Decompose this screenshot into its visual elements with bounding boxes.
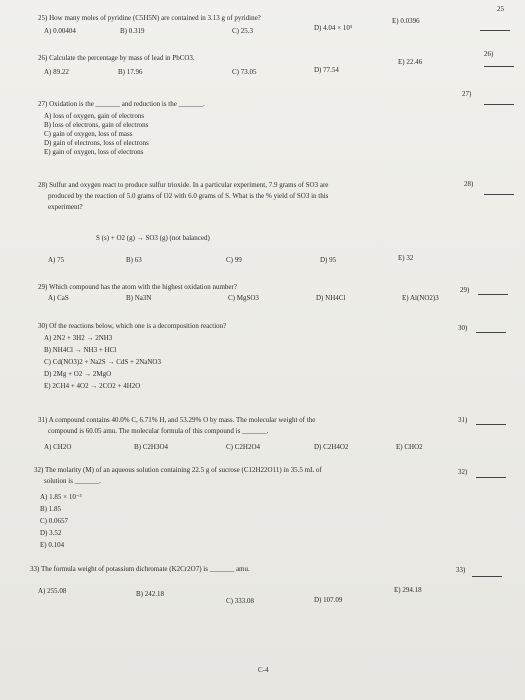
q25-answer-blank[interactable] [480, 30, 510, 31]
q27-number: 27) [462, 90, 472, 98]
question-27-text: 27) Oxidation is the _______ and reduction is the _______. [38, 100, 205, 108]
q32-option-e[interactable]: E) 0.104 [40, 541, 65, 549]
q33-number: 33) [456, 566, 466, 574]
q31-number: 31) [458, 416, 468, 424]
q27-option-c[interactable]: C) gain of oxygen, loss of mass [44, 130, 133, 138]
q32-number: 32) [458, 468, 468, 476]
q25-option-e[interactable]: E) 0.0396 [392, 17, 420, 25]
q31-option-d[interactable]: D) C2H4O2 [314, 443, 349, 451]
q27-option-b[interactable]: B) loss of electrons, gain of electrons [44, 121, 149, 129]
question-28-line1: 28) Sulfur and oxygen react to produce sulfur trioxide. In a particular experiment, 7.9 grams of SO3 are [38, 181, 329, 189]
question-31-line2: compound is 60.05 amu. The molecular formula of this compound is _______. [48, 427, 269, 435]
q29-option-d[interactable]: D) NH4Cl [316, 294, 346, 302]
q32-option-b[interactable]: B) 1.85 [40, 505, 61, 513]
q27-option-d[interactable]: D) gain of electrons, loss of electrons [44, 139, 149, 147]
question-30-text: 30) Of the reactions below, which one is a decomposition reaction? [38, 322, 227, 330]
q30-option-c[interactable]: C) Cd(NO3)2 + Na2S → CdS + 2NaNO3 [44, 358, 161, 366]
q32-option-c[interactable]: C) 0.0657 [40, 517, 68, 525]
question-32-line2: solution is _______. [44, 477, 101, 485]
q30-number: 30) [458, 324, 468, 332]
q30-answer-blank[interactable] [476, 332, 506, 333]
question-31-line1: 31) A compound contains 40.0% C, 6.71% H, and 53.29% O by mass. The molecular weight of the [38, 416, 316, 424]
question-26-text: 26) Calculate the percentage by mass of lead in PbCO3. [38, 54, 195, 62]
q33-option-e[interactable]: E) 294.18 [394, 586, 422, 594]
q28-number: 28) [464, 180, 474, 188]
q25-option-a[interactable]: A) 0.00404 [44, 27, 76, 35]
q29-option-b[interactable]: B) Na3N [126, 294, 152, 302]
q27-option-a[interactable]: A) loss of oxygen, gain of electrons [44, 112, 145, 120]
q28-option-a[interactable]: A) 75 [48, 256, 65, 264]
question-25-text: 25) How many moles of pyridine (C5H5N) are contained in 3.13 g of pyridine? [38, 14, 261, 22]
q28-option-d[interactable]: D) 95 [320, 256, 337, 264]
corner-number: 25 [497, 5, 504, 13]
q28-option-b[interactable]: B) 63 [126, 256, 142, 264]
q30-option-e[interactable]: E) 2CH4 + 4O2 → 2CO2 + 4H2O [44, 382, 141, 390]
q29-option-e[interactable]: E) Al(NO2)3 [402, 294, 439, 302]
q31-option-c[interactable]: C) C2H2O4 [226, 443, 261, 451]
q26-answer-blank[interactable] [484, 66, 514, 67]
question-32-line1: 32) The molarity (M) of an aqueous solution containing 22.5 g of sucrose (C12H22O11) in 35.5 mL of [34, 466, 322, 474]
question-28-line2: produced by the reaction of 5.0 grams of O2 with 6.0 grams of S. What is the % yield of SO3 in this [48, 192, 329, 200]
q26-number: 26) [484, 50, 494, 58]
q33-option-a[interactable]: A) 255.08 [38, 587, 67, 595]
q30-option-b[interactable]: B) NH4Cl → NH3 + HCl [44, 346, 117, 354]
q31-option-e[interactable]: E) CHO2 [396, 443, 423, 451]
q25-option-d[interactable]: D) 4.04 × 10³ [314, 24, 352, 32]
q26-option-c[interactable]: C) 73.05 [232, 68, 257, 76]
q25-option-c[interactable]: C) 25.3 [232, 27, 253, 35]
q30-option-d[interactable]: D) 2Mg + O2 → 2MgO [44, 370, 112, 378]
q32-option-a[interactable]: A) 1.85 × 10⁻³ [40, 493, 82, 501]
q31-option-a[interactable]: A) CH2O [44, 443, 72, 451]
q30-option-a[interactable]: A) 2N2 + 3H2 → 2NH3 [44, 334, 113, 342]
q26-option-b[interactable]: B) 17.96 [118, 68, 143, 76]
q28-option-e[interactable]: E) 32 [398, 254, 414, 262]
q26-option-e[interactable]: E) 22.46 [398, 58, 423, 66]
q33-option-d[interactable]: D) 107.09 [314, 596, 343, 604]
q32-answer-blank[interactable] [476, 477, 506, 478]
q27-answer-blank[interactable] [484, 104, 514, 105]
q29-answer-blank[interactable] [478, 294, 508, 295]
q31-answer-blank[interactable] [476, 424, 506, 425]
q26-option-a[interactable]: A) 89.22 [44, 68, 69, 76]
q28-answer-blank[interactable] [484, 194, 514, 195]
question-29-text: 29) Which compound has the atom with the highest oxidation number? [38, 283, 237, 291]
q29-number: 29) [460, 286, 470, 294]
q33-option-b[interactable]: B) 242.18 [136, 590, 164, 598]
page-label: C-4 [258, 666, 269, 674]
q33-answer-blank[interactable] [472, 576, 502, 577]
question-33-text: 33) The formula weight of potassium dichromate (K2Cr2O7) is _______ amu. [30, 565, 250, 573]
q29-option-a[interactable]: A) CaS [48, 294, 69, 302]
q28-equation: S (s) + O2 (g) → SO3 (g) (not balanced) [96, 234, 210, 242]
question-28-line3: experiment? [48, 203, 83, 211]
q28-option-c[interactable]: C) 99 [226, 256, 242, 264]
q27-option-e[interactable]: E) gain of oxygen, loss of electrons [44, 148, 144, 156]
q33-option-c[interactable]: C) 333.08 [226, 597, 254, 605]
q25-option-b[interactable]: B) 0.319 [120, 27, 145, 35]
q32-option-d[interactable]: D) 3.52 [40, 529, 62, 537]
q29-option-c[interactable]: C) MgSO3 [228, 294, 259, 302]
q31-option-b[interactable]: B) C2H3O4 [134, 443, 169, 451]
q26-option-d[interactable]: D) 77.54 [314, 66, 339, 74]
